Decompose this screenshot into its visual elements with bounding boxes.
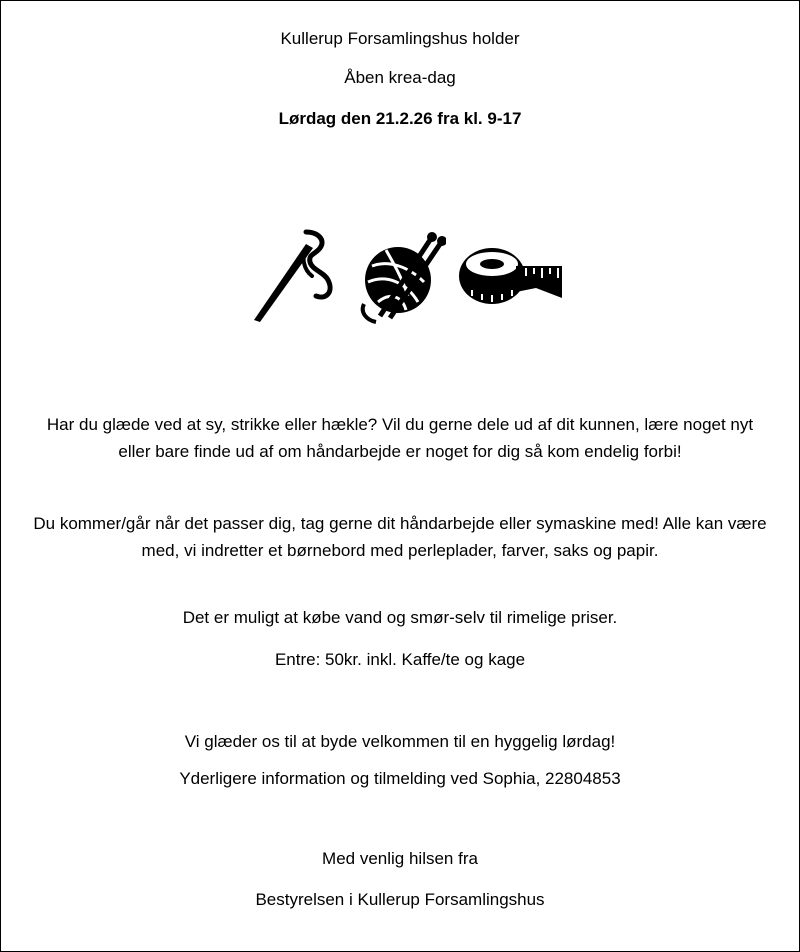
details-paragraph: Du kommer/går når det passer dig, tag gerne dit håndarbejde eller symaskine med! Alle kan være med, vi indretter et børnebord med perleplader, farver, saks og papir. [33,514,767,560]
intro-paragraph: Har du glæde ved at sy, strikke eller hækle? Vil du gerne dele ud af dit kunnen, lære noget nyt eller bare finde ud af om håndarbejde er noget for dig så kom endelig forbi! [46,415,754,461]
entry-price: Entre: 50kr. inkl. Kaffe/te og kage [274,650,526,669]
yarn-ball-knitting-icon [356,226,446,326]
header-line-2: Åben krea-dag [344,68,456,87]
header-line-1: Kullerup Forsamlingshus holder [280,29,520,48]
signature: Bestyrelsen i Kullerup Forsamlingshus [255,890,545,909]
food-info: Det er muligt at købe vand og smør-selv til rimelige priser. [182,608,618,627]
crafts-icons [246,226,566,326]
needle-thread-icon [246,226,338,326]
welcome-line: Vi glæder os til at byde velkommen til en hyggelig lørdag! [184,732,616,751]
greeting: Med venlig hilsen fra [322,849,478,868]
measuring-tape-icon [456,226,566,326]
contact-info: Yderligere information og tilmelding ved Sophia, 22804853 [179,769,621,788]
event-date: Lørdag den 21.2.26 fra kl. 9-17 [278,109,522,128]
